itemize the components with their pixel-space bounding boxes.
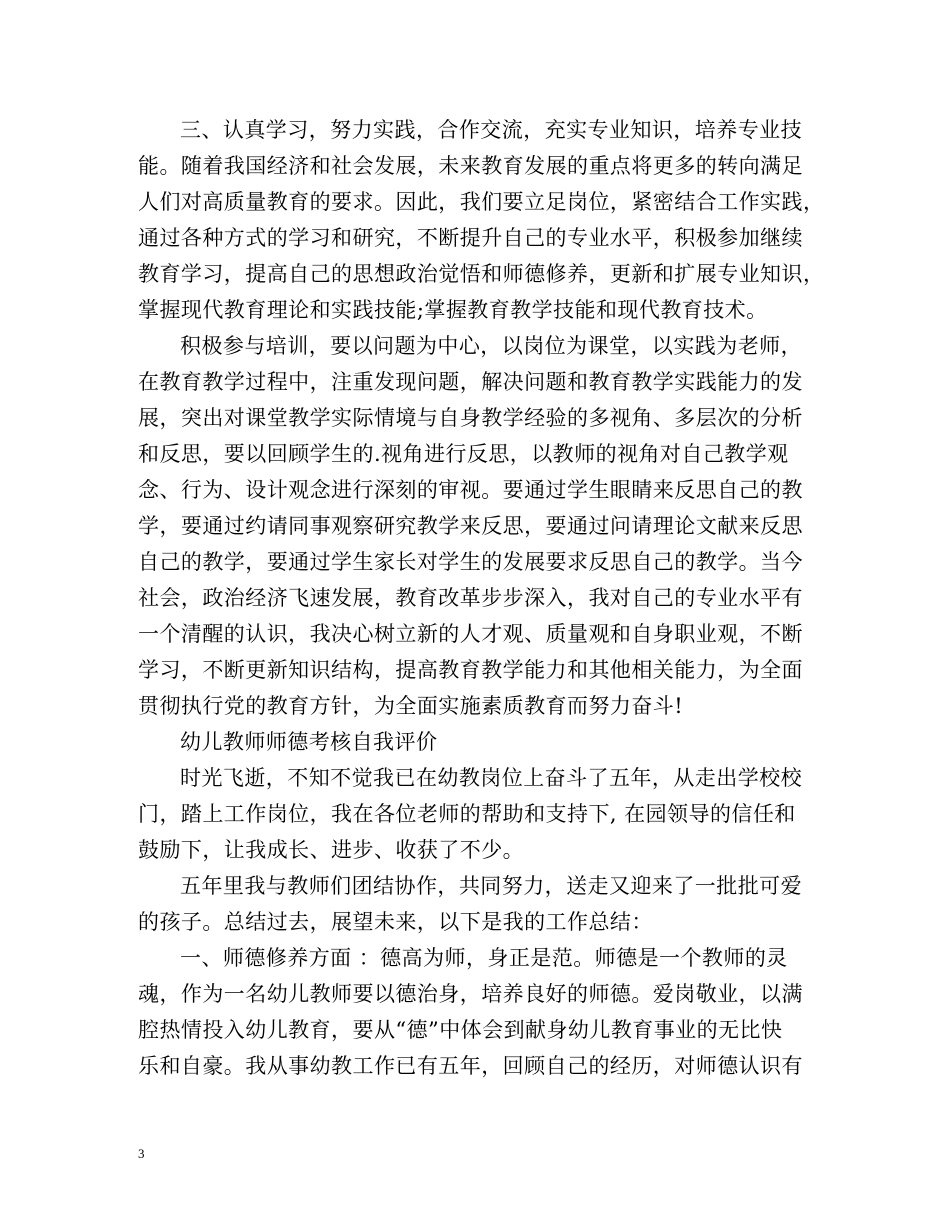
paragraph-2-line-6: 学，要通过约请同事观察研究教学来反思，要通过问请理论文献来反思 (138, 514, 803, 538)
paragraph-5-line-1: 五年里我与教师们团结协作，共同努力，送走又迎来了一批批可爱 (180, 874, 803, 898)
paragraph-4-line-2: 门，踏上工作岗位，我在各位老师的帮助和支持下, 在园领导的信任和 (138, 802, 796, 826)
paragraph-2-line-2: 在教育教学过程中，注重发现问题，解决问题和教育教学实践能力的发 (138, 370, 803, 394)
paragraph-1-line-5: 教育学习，提高自己的思想政治觉悟和师德修养，更新和扩展专业知识， (138, 262, 825, 286)
paragraph-2-line-3: 展，突出对课堂教学实际情境与自身教学经验的多视角、多层次的分析 (138, 406, 803, 430)
paragraph-2-line-7: 自己的教学，要通过学生家长对学生的发展要求反思自己的教学。当今 (138, 550, 803, 574)
paragraph-6-line-2: 魂，作为一名幼儿教师要以德治身，培养良好的师德。爱岗敬业，以满 (138, 982, 803, 1006)
paragraph-2-line-10: 学习，不断更新知识结构，提高教育教学能力和其他相关能力，为全面 (138, 658, 803, 682)
paragraph-2-line-4: 和反思，要以回顾学生的.视角进行反思，以教师的视角对自己教学观 (138, 442, 789, 466)
paragraph-2-line-8: 社会，政治经济飞速发展，教育改革步步深入，我对自己的专业水平有 (138, 586, 803, 610)
paragraph-6-line-4: 乐和自豪。我从事幼教工作已有五年，回顾自己的经历，对师德认识有 (138, 1054, 803, 1078)
paragraph-2-line-11: 贯彻执行党的教育方针，为全面实施素质教育而努力奋斗! (138, 694, 684, 718)
paragraph-1-line-4: 通过各种方式的学习和研究，不断提升自己的专业水平，积极参加继续 (138, 226, 803, 250)
paragraph-4-line-3: 鼓励下，让我成长、进步、收获了不少。 (138, 838, 525, 862)
paragraph-1-line-6: 掌握现代教育理论和实践技能;掌握教育教学技能和现代教育技术。 (138, 298, 768, 322)
paragraph-1-line-3: 人们对高质量教育的要求。因此，我们要立足岗位，紧密结合工作实践， (138, 190, 825, 214)
paragraph-1-line-2: 能。随着我国经济和社会发展，未来教育发展的重点将更多的转向满足 (138, 154, 803, 178)
paragraph-2-line-9: 一个清醒的认识，我决心树立新的人才观、质量观和自身职业观，不断 (138, 622, 803, 646)
paragraph-6-line-1: 一、师德修养方面 ：德高为师，身正是范。师德是一个教师的灵 (180, 946, 788, 970)
section-heading: 幼儿教师师德考核自我评价 (180, 730, 438, 754)
paragraph-2-line-1: 积极参与培训，要以问题为中心，以岗位为课堂，以实践为老师， (180, 334, 803, 358)
paragraph-4-line-1: 时光飞逝，不知不觉我已在幼教岗位上奋斗了五年，从走出学校校 (180, 766, 803, 790)
paragraph-6-line-3: 腔热情投入幼儿教育，要从“德”中体会到献身幼儿教育事业的无比快 (138, 1018, 783, 1042)
page-number: 3 (138, 1146, 145, 1161)
paragraph-1-line-1: 三、认真学习，努力实践，合作交流，充实专业知识，培养专业技 (180, 118, 803, 142)
paragraph-5-line-2: 的孩子。总结过去，展望未来，以下是我的工作总结： (138, 910, 653, 934)
paragraph-2-line-5: 念、行为、设计观念进行深刻的审视。要通过学生眼睛来反思自己的教 (138, 478, 803, 502)
